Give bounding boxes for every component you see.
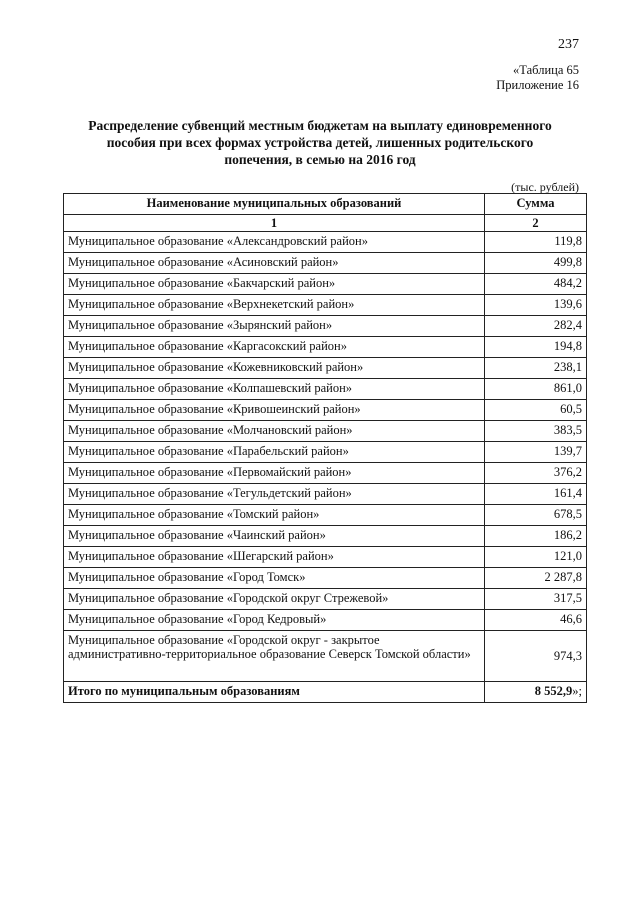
subsidy-amount: 317,5 <box>485 589 587 610</box>
subsidy-amount: 119,8 <box>485 232 587 253</box>
table-row <box>64 253 587 274</box>
header-name: Наименование муниципальных образований <box>64 194 485 215</box>
table-row <box>64 505 587 526</box>
table-row <box>64 274 587 295</box>
appendix-reference <box>496 63 579 93</box>
table-row <box>64 526 587 547</box>
table-row <box>64 379 587 400</box>
total-value: 8 552,9 <box>534 684 573 698</box>
table-row <box>64 610 587 631</box>
table-row <box>64 589 587 610</box>
document-title: Распределение субвенций местным бюджетам на выплату единовременного пособия при всех формах устройства детей, лишенных родительского попечения, в семью на 2016 год <box>88 118 552 167</box>
subsidy-amount: 2 287,8 <box>485 568 587 589</box>
total-suffix: »; <box>572 684 582 698</box>
subsidy-amount: 46,6 <box>485 610 587 631</box>
total-row <box>64 682 587 703</box>
municipality-name: Муниципальное образование «Молчановский район» <box>64 421 485 442</box>
table-row <box>64 442 587 463</box>
subsidy-amount: 60,5 <box>485 400 587 421</box>
subsidy-amount: 861,0 <box>485 379 587 400</box>
table-reference: «Таблица 65 <box>513 63 579 77</box>
table-row <box>64 568 587 589</box>
table-row <box>64 547 587 568</box>
municipality-name: Муниципальное образование «Город Кедровый» <box>64 610 485 631</box>
municipality-name: Муниципальное образование «Город Томск» <box>64 568 485 589</box>
municipality-name: Муниципальное образование «Кривошеинский район» <box>64 400 485 421</box>
table-row <box>64 631 587 682</box>
column-number-1: 1 <box>64 215 485 232</box>
municipality-name: Муниципальное образование «Городской округ Стрежевой» <box>64 589 485 610</box>
municipality-name: Муниципальное образование «Зырянский район» <box>64 316 485 337</box>
subsidy-amount: 186,2 <box>485 526 587 547</box>
subsidy-amount: 383,5 <box>485 421 587 442</box>
table-row <box>64 400 587 421</box>
appendix-number: Приложение 16 <box>496 78 579 92</box>
subsidy-amount: 282,4 <box>485 316 587 337</box>
municipality-name: Муниципальное образование «Тегульдетский район» <box>64 484 485 505</box>
subsidy-amount: 974,3 <box>485 631 587 682</box>
subsidy-amount: 678,5 <box>485 505 587 526</box>
table-row <box>64 337 587 358</box>
total-label: Итого по муниципальным образованиям <box>64 682 485 703</box>
subsidy-amount: 376,2 <box>485 463 587 484</box>
subsidy-amount: 121,0 <box>485 547 587 568</box>
municipality-name: Муниципальное образование «Бакчарский район» <box>64 274 485 295</box>
subsidy-amount: 194,8 <box>485 337 587 358</box>
table-row <box>64 295 587 316</box>
municipality-name: Муниципальное образование «Томский район» <box>64 505 485 526</box>
municipality-name: Муниципальное образование «Асиновский район» <box>64 253 485 274</box>
municipality-name: Муниципальное образование «Городской округ - закрытое административно-территориальное образование Северск Томской области» <box>64 631 485 682</box>
total-value-cell <box>485 682 587 703</box>
table-body <box>64 232 587 682</box>
table-row <box>64 421 587 442</box>
header-sum: Сумма <box>485 194 587 215</box>
column-number-row <box>64 215 587 232</box>
subsidy-amount: 499,8 <box>485 253 587 274</box>
subsidy-amount: 484,2 <box>485 274 587 295</box>
municipality-name: Муниципальное образование «Верхнекетский район» <box>64 295 485 316</box>
subsidy-amount: 139,7 <box>485 442 587 463</box>
municipality-name: Муниципальное образование «Первомайский район» <box>64 463 485 484</box>
municipality-name: Муниципальное образование «Шегарский район» <box>64 547 485 568</box>
table-row <box>64 316 587 337</box>
subsidy-table <box>63 193 587 703</box>
municipality-name: Муниципальное образование «Каргасокский район» <box>64 337 485 358</box>
municipality-name: Муниципальное образование «Кожевниковский район» <box>64 358 485 379</box>
municipality-name: Муниципальное образование «Парабельский район» <box>64 442 485 463</box>
units-label: (тыс. рублей) <box>511 180 579 194</box>
subsidy-amount: 139,6 <box>485 295 587 316</box>
subsidy-amount: 238,1 <box>485 358 587 379</box>
municipality-name: Муниципальное образование «Колпашевский район» <box>64 379 485 400</box>
table-row <box>64 232 587 253</box>
table-header-row <box>64 194 587 215</box>
table-row <box>64 484 587 505</box>
subsidy-amount: 161,4 <box>485 484 587 505</box>
municipality-name: Муниципальное образование «Чаинский район» <box>64 526 485 547</box>
column-number-2: 2 <box>485 215 587 232</box>
table-row <box>64 358 587 379</box>
municipality-name: Муниципальное образование «Александровский район» <box>64 232 485 253</box>
page-number: 237 <box>558 37 579 52</box>
table-row <box>64 463 587 484</box>
